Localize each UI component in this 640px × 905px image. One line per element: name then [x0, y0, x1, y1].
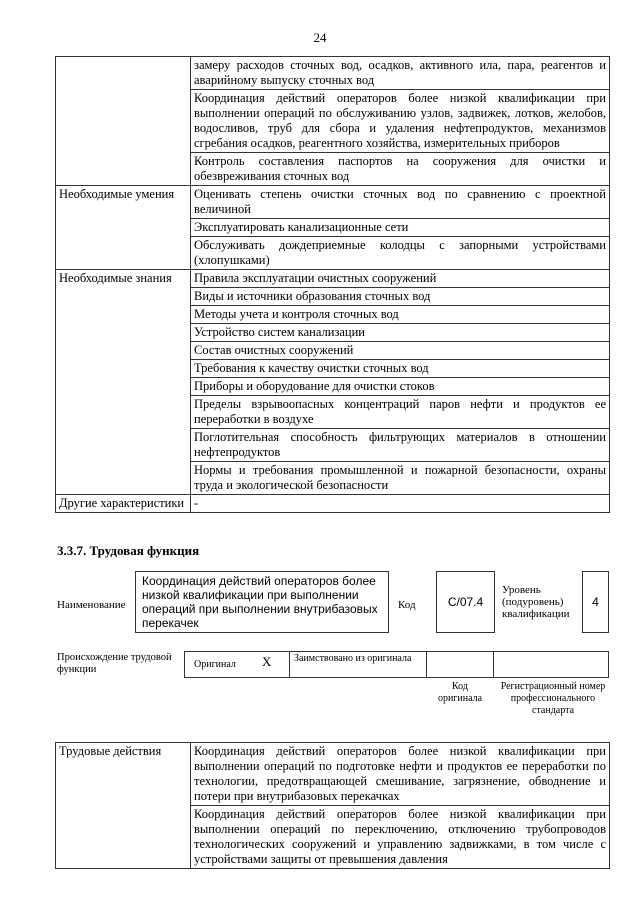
name-label: Наименование	[57, 599, 126, 611]
table-cell: Приборы и оборудование для очистки стоков	[191, 378, 610, 396]
borrowed-label: Заимствовано из оригинала	[294, 653, 412, 664]
page-number: 24	[313, 30, 327, 45]
original-label: Оригинал	[194, 659, 236, 670]
skills-label: Необходимые умения	[56, 186, 191, 270]
table-cell: Требования к качеству очистки сточных вод	[191, 360, 610, 378]
table-cell: Контроль составления паспортов на сооружения для очистки и обезвреживания сточных вод	[191, 153, 610, 186]
table-row	[56, 57, 610, 90]
reg-number-caption: Регистрационный номер профессионального стандарта	[500, 681, 606, 716]
table-cell: Поглотительная способность фильтрующих материалов в отношении нефтепродуктов	[191, 429, 610, 462]
knowledge-label: Необходимые знания	[56, 270, 191, 495]
section-heading: 3.3.7. Трудовая функция	[57, 543, 200, 558]
table-cell: Методы учета и контроля сточных вод	[191, 306, 610, 324]
code-label: Код	[398, 599, 416, 611]
actions-label: Трудовые действия	[56, 743, 191, 869]
competency-table	[55, 56, 610, 513]
table-cell: Нормы и требования промышленной и пожарной безопасности, охраны труда и экологической безопасности	[191, 462, 610, 495]
function-name-value: Координация действий операторов более низкой квалификации при выполнении операций при выполнении внутрибазовых перекачек	[135, 571, 389, 633]
divider	[289, 651, 290, 678]
function-code-value: С/07.4	[436, 571, 495, 633]
table-cell: Координация действий операторов более низкой квалификации при выполнении операций по обслуживанию узлов, задвижек, лотков, желобов, водосливов, труб для сбора и удаления нефтепродуктов, механизмов сгребания осадков, реагентного хозяйства, измерительных приборов	[191, 90, 610, 153]
row-label-empty	[56, 57, 191, 186]
table-row	[56, 495, 610, 513]
table-cell: Координация действий операторов более низкой квалификации при выполнении операций по подготовке нефти и продуктов ее переработки по технологии, предотвращающей смешивание, загрязнение, обводнение и потери при внутрибазовых перекачках	[191, 743, 610, 806]
level-value: 4	[582, 571, 609, 633]
table-cell: Пределы взрывоопасных концентраций паров нефти и продуктов ее переработки в воздухе	[191, 396, 610, 429]
table-row	[56, 270, 610, 288]
divider	[426, 651, 427, 678]
table-cell: Обслуживать дождеприемные колодцы с запорными устройствами (хлопушками)	[191, 237, 610, 270]
original-mark: X	[262, 654, 272, 669]
table-cell: Оценивать степень очистки сточных вод по сравнению с проектной величиной	[191, 186, 610, 219]
table-cell: Состав очистных сооружений	[191, 342, 610, 360]
actions-table	[55, 742, 610, 869]
origin-label: Происхождение трудовой функции	[57, 652, 172, 675]
table-row	[56, 186, 610, 219]
other-value: -	[191, 495, 610, 513]
table-cell: Виды и источники образования сточных вод	[191, 288, 610, 306]
other-label: Другие характеристики	[56, 495, 191, 513]
table-cell: замеру расходов сточных вод, осадков, активного ила, пара, реагентов и аварийному выпуску сточных вод	[191, 57, 610, 90]
table-cell: Правила эксплуатации очистных сооружений	[191, 270, 610, 288]
code-original-caption: Код оригинала	[437, 681, 483, 704]
divider	[493, 651, 494, 678]
table-cell: Координация действий операторов более низкой квалификации при выполнении операций по переключению, отключению трубопроводов технологических сооружений и управлению задвижками, в том числе с устройствами защиты от превышения давления	[191, 806, 610, 869]
table-cell: Устройство систем канализации	[191, 324, 610, 342]
level-label: Уровень (подуровень) квалификации	[502, 584, 570, 620]
table-cell: Эксплуатировать канализационные сети	[191, 219, 610, 237]
table-row	[56, 743, 610, 806]
